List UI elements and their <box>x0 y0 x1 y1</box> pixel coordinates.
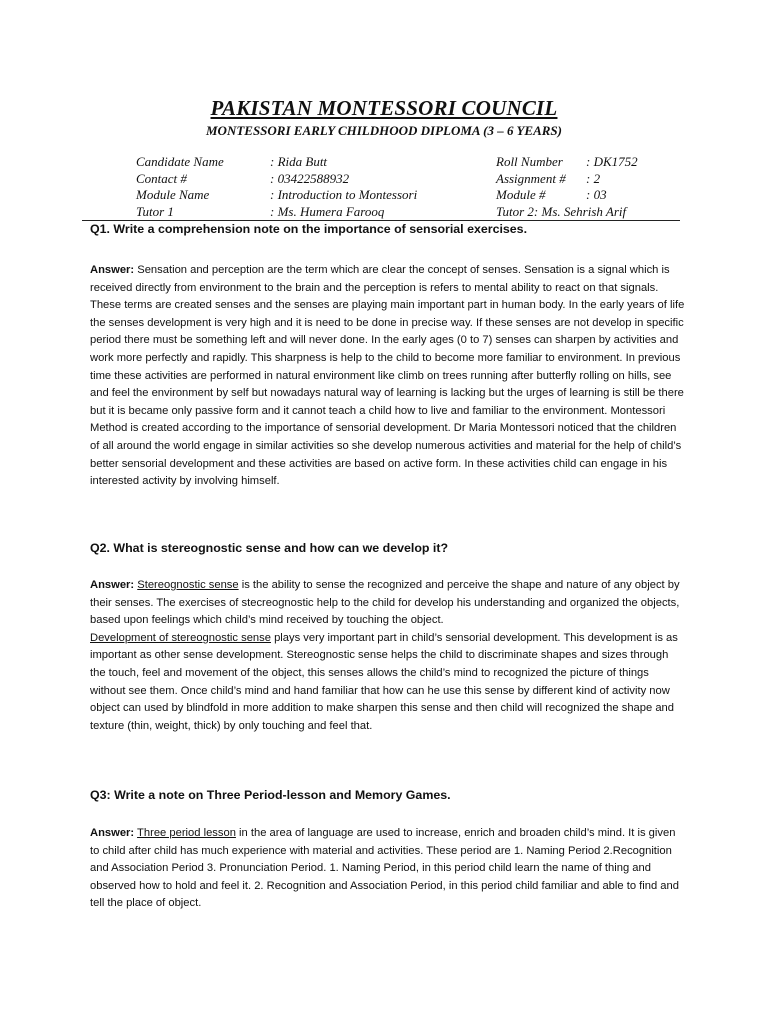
info-label: Module Name <box>136 187 210 202</box>
info-value: : 03 <box>586 187 607 202</box>
document-title: PAKISTAN MONTESSORI COUNCIL <box>210 96 558 120</box>
answer-3 <box>90 825 686 913</box>
info-value: : 03422588932 <box>270 170 350 186</box>
info-row <box>136 187 684 204</box>
info-value: : 2 <box>586 170 601 186</box>
info-row <box>136 171 684 188</box>
info-value: : Introduction to Montessori <box>270 187 418 202</box>
answer-2-text: is the ability to sense the recognized and perceive the shape and nature of any object by their senses. The exercises of stecreognostic help to the child for develop his understanding and organized the objects, based upon feelings which child’s mind received by touching the object. <box>90 579 680 627</box>
info-value: : Rida Butt <box>270 154 328 169</box>
info-label: Roll Number <box>496 154 563 169</box>
info-label: Module # <box>496 187 546 202</box>
info-row <box>136 154 684 171</box>
answer-label: Answer: <box>90 827 135 839</box>
document-subtitle: MONTESSORI EARLY CHILDHOOD DIPLOMA (3 – 6 YEARS) <box>206 123 562 138</box>
answer-3-text: in the area of language are used to increase, enrich and broaden child’s mind. It is given to child after child has much experience with material and activities. These period are 1. Naming Period 2.Recognition and Association Period 3. Pronunciation Period. 1. Naming Period, in this period child learn the name of thing and observed how to hold and feel it. 2. Recognition and Association Period, in this period child familiar and able to find and tell the place of object. <box>90 827 679 910</box>
info-label: Tutor 1 <box>136 203 174 219</box>
answer-label: Answer: <box>90 579 135 591</box>
term-three-period-lesson: Three period lesson <box>137 827 236 839</box>
question-2-heading: Q2. What is stereognostic sense and how can we develop it? <box>90 541 449 555</box>
question-1-heading: Q1. Write a comprehension note on the importance of sensorial exercises. <box>90 222 528 236</box>
info-label: Tutor 2: Ms. Sehrish Arif <box>496 203 627 219</box>
info-label: Contact # <box>136 170 187 186</box>
header-divider <box>82 220 680 221</box>
candidate-info-table <box>136 154 684 220</box>
info-value: : DK1752 <box>586 154 638 169</box>
answer-2-text-2: plays very important part in child’s sensorial development. This development is as important as other sense development. Stereognostic sense helps the child to discriminate shapes and sizes through the touch, feel and movement of the object, this senses allows the child’s mind to recognized the picture of things without see them. Once child’s mind and hand familiar that how can he use this sense by different kind of activity now object can used by blindfold in more addition to make sharpen this sense and then child will recognized the shape and texture (thin, weight, thick) by only touching and feel that. <box>90 631 678 732</box>
term-development-stereognostic: Development of stereognostic sense <box>90 631 271 644</box>
answer-label: Answer: <box>90 264 135 276</box>
info-value: : Ms. Humera Farooq <box>270 203 385 219</box>
info-label: Candidate Name <box>136 154 224 169</box>
info-label: Assignment # <box>496 170 566 186</box>
info-row <box>136 204 684 221</box>
term-stereognostic-sense: Stereognostic sense <box>137 579 239 591</box>
question-3-heading: Q3: Write a note on Three Period-lesson and Memory Games. <box>90 788 451 802</box>
answer-1-text: Sensation and perception are the term which are clear the concept of senses. Sensation is a signal which is received directly from environment to the brain and the perception is refers to mental ability to react on that signals. These terms are created senses and the senses are playing main important part in human body. In the early years of life the senses development is very high and it is need to be done in precise way. If these senses are not develop in specific period there must be something left and will never done. In the early ages (0 to 7) senses can sharpen by activities and work more perfectly and rapidly. This sharpness is help to the child to become more familiar to environment. In previous time these activities are performed in natural environment like climb on trees running after butterfly rolling on hills, see and feel the environment by self but nowadays natural way of learning is lacking but the urges of learning is still be there but it is became only passive form and it cannot teach a child how to live and familiar to the environment. Montessori Method is created according to the importance of sensorial development. Dr Maria Montessori noticed that the children of all around the world engage in similar activities so she develop numerous activities and material for the help of child’s better sensorial development and these activities are based on active form. In these activities child can engage in his interested activity by involving himself. <box>90 264 685 488</box>
answer-2 <box>90 577 686 735</box>
answer-1 <box>90 262 686 491</box>
